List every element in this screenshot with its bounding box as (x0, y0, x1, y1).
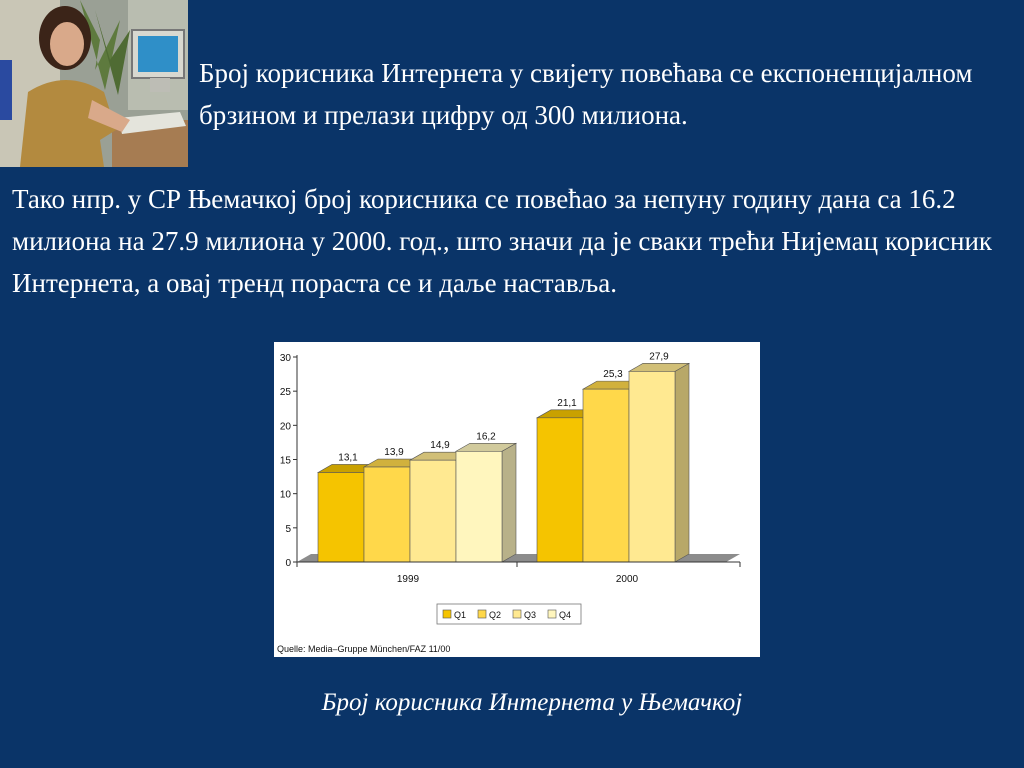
legend-label: Q2 (489, 610, 502, 620)
bar-chart (274, 342, 760, 657)
bar-2000-q3 (629, 371, 675, 562)
bar-1999-q3 (410, 460, 456, 562)
bar-1999-q1 (318, 472, 364, 562)
intro-text: Број корисника Интернета у свијету повећава се експоненцијалном брзином и прелази цифру од 300 милиона. (199, 58, 973, 130)
bar-value-label: 16,2 (476, 431, 496, 443)
bar-side (675, 363, 689, 562)
legend-swatch-q4 (548, 610, 556, 618)
bar-value-label: 27,9 (649, 351, 669, 363)
y-tick-label: 5 (285, 523, 291, 535)
chart-canvas (274, 342, 760, 657)
legend-swatch-q3 (513, 610, 521, 618)
photo-illustration (0, 0, 188, 167)
legend-label: Q4 (559, 610, 572, 620)
legend-label: Q1 (454, 610, 467, 620)
bar-side (502, 443, 516, 562)
legend-swatch-q2 (478, 610, 486, 618)
y-tick-label: 10 (279, 489, 291, 501)
bar-2000-q2 (583, 389, 629, 562)
bar-value-label: 25,3 (603, 369, 623, 381)
bar-value-label: 14,9 (430, 440, 450, 452)
bar-1999-q4 (456, 451, 502, 562)
body-paragraph: Тако нпр. у СР Њемачкој број корисника се повећао за непуну годину дана са 16.2 милиона на 27.9 милиона у 2000. год., што значи да је сваки трећи Нијемац корисник Интернета, а овај тренд пораста се и даље наставља. (12, 184, 993, 298)
y-tick-label: 0 (285, 558, 291, 569)
bar-1999-q2 (364, 467, 410, 562)
x-category-label: 2000 (615, 574, 639, 585)
bar-value-label: 13,1 (338, 452, 358, 464)
y-tick-label: 30 (279, 353, 291, 364)
photo-woman-at-computer (0, 0, 188, 167)
bar-value-label: 21,1 (557, 397, 577, 409)
y-tick-label: 20 (279, 421, 291, 433)
legend-label: Q3 (524, 610, 537, 620)
bar-value-label: 13,9 (384, 447, 404, 459)
source-note: Quelle: Media–Gruppe München/FAZ 11/00 (277, 644, 451, 654)
legend-swatch-q1 (443, 610, 451, 618)
y-tick-label: 15 (279, 455, 291, 467)
chart-caption: Број корисника Интернета у Њемачкој (321, 689, 743, 716)
x-category-label: 1999 (396, 574, 420, 585)
y-tick-label: 25 (279, 387, 291, 399)
bar-2000-q1 (537, 418, 583, 562)
